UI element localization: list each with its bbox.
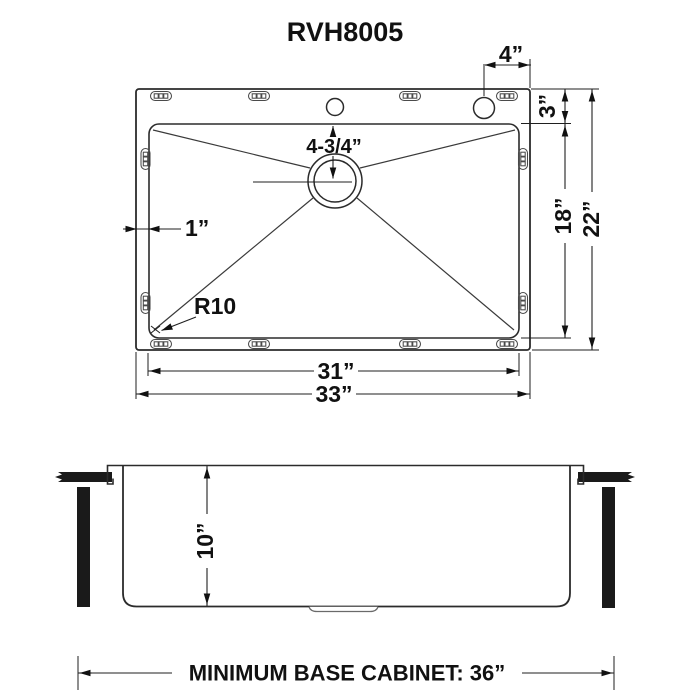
drain-fitting	[309, 607, 378, 612]
svg-text:R10: R10	[194, 293, 237, 319]
faucet-hole-center	[327, 99, 344, 116]
sink-bowl-section	[123, 466, 570, 607]
dim-base-cabinet	[78, 656, 614, 690]
svg-text:4-3/4”: 4-3/4”	[306, 136, 362, 158]
dim-overall-fb-label: 22”	[578, 200, 604, 238]
dim-bowl-depth	[192, 466, 220, 606]
cabinet-side-right	[602, 487, 615, 608]
drain-inner-circle	[314, 160, 356, 202]
corner-radius-callout	[162, 293, 237, 331]
sink-side-view	[55, 466, 635, 691]
countertop-right	[578, 472, 635, 482]
faucet-hole-right	[474, 98, 495, 119]
dim-overall-width-label: 33”	[315, 381, 353, 407]
drain-outer-circle	[308, 154, 362, 208]
sink-top-view	[123, 41, 604, 407]
dim-top-rim-label: 3”	[534, 93, 560, 119]
dim-right-side	[521, 89, 604, 350]
countertop-left	[55, 472, 112, 482]
dim-bowl-depth-label: 10”	[192, 522, 218, 560]
dim-bowl-width-label: 31”	[317, 358, 355, 384]
page-title: RVH8005	[286, 17, 404, 47]
base-cabinet-label: MINIMUM BASE CABINET: 36”	[188, 660, 506, 686]
cabinet-side-left	[77, 487, 90, 607]
dim-faucet-offset	[483, 41, 531, 96]
dim-bowl-fb-label: 18”	[550, 197, 576, 235]
svg-text:4”: 4”	[498, 41, 524, 67]
corner-radius-center-mark	[151, 326, 160, 333]
dim-bottom	[136, 352, 530, 407]
svg-text:1”: 1”	[185, 215, 210, 241]
sink-rim-profile	[108, 466, 584, 485]
